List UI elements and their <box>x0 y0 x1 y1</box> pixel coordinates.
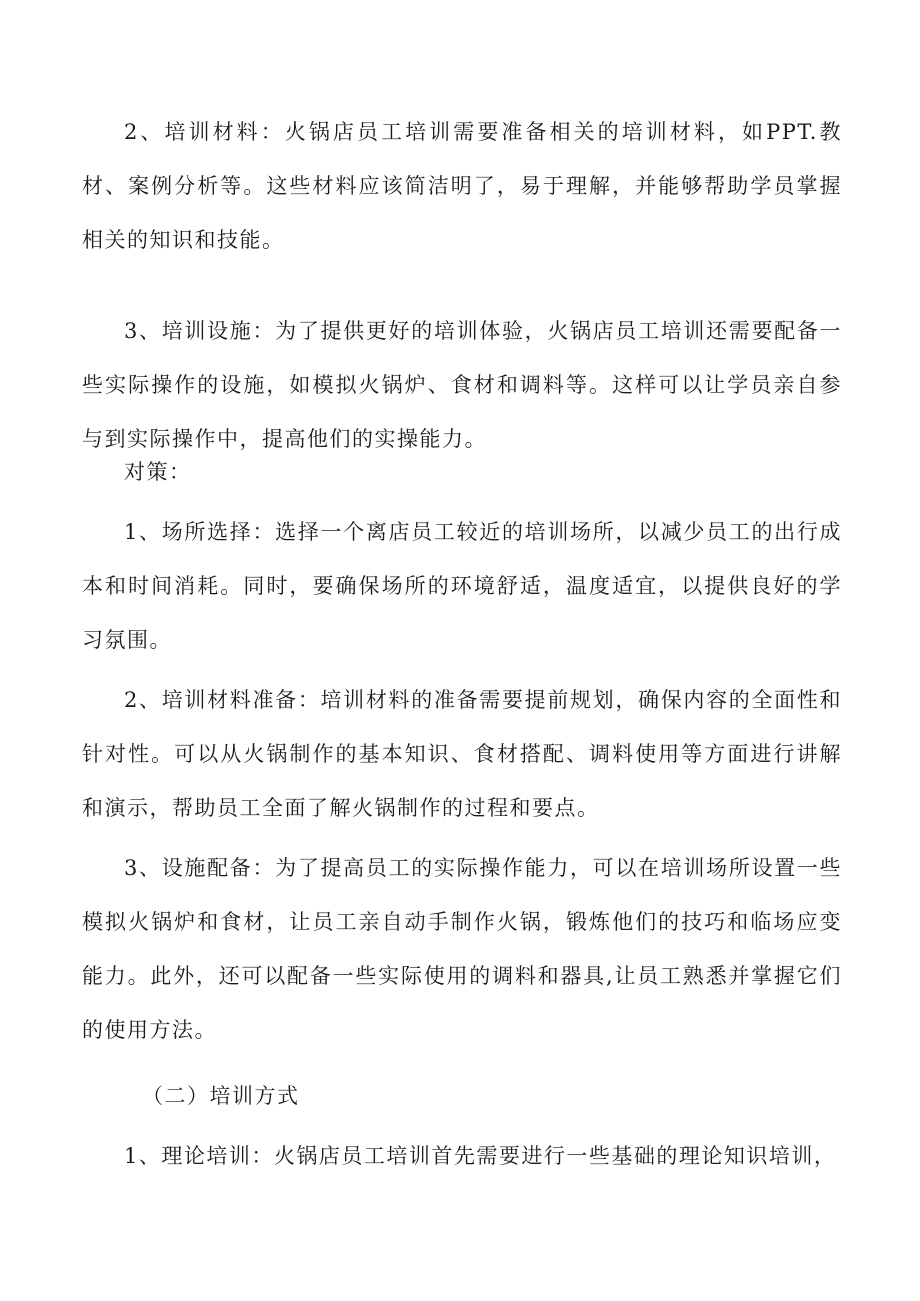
paragraph-training-materials: 2、培训材料：火锅店员工培训需要准备相关的培训材料，如PPT.教材、案例分析等。这些材料应该简洁明了，易于理解，并能够帮助学员掌握相关的知识和技能。 <box>82 120 842 252</box>
paragraph-facilities-equipment: 3、设施配备：为了提高员工的实际操作能力，可以在培训场所设置一些模拟火锅炉和食材，让员工亲自动手制作火锅，锻炼他们的技巧和临场应变能力。此外，还可以配备一些实际使用的调料和器具,让员工熟悉并掌握它们的使用方法。 <box>82 856 842 1042</box>
paragraph-countermeasures-heading: 对策： <box>124 460 192 484</box>
section-heading-training-methods: （二）培训方式 <box>142 1084 300 1108</box>
paragraph-venue-selection: 1、场所选择：选择一个离店员工较近的培训场所，以减少员工的出行成本和时间消耗。同时，要确保场所的环境舒适，温度适宜，以提供良好的学习氛围。 <box>82 520 842 652</box>
paragraph-theory-training: 1、理论培训：火锅店员工培训首先需要进行一些基础的理论知识培训， <box>124 1144 837 1168</box>
paragraph-materials-preparation: 2、培训材料准备：培训材料的准备需要提前规划，确保内容的全面性和针对性。可以从火锅制作的基本知识、食材搭配、调料使用等方面进行讲解和演示，帮助员工全面了解火锅制作的过程和要点。 <box>82 688 842 820</box>
paragraph-training-facilities: 3、培训设施：为了提供更好的培训体验，火锅店员工培训还需要配备一些实际操作的设施，如模拟火锅炉、食材和调料等。这样可以让学员亲自参与到实际操作中，提高他们的实操能力。 <box>82 319 842 451</box>
